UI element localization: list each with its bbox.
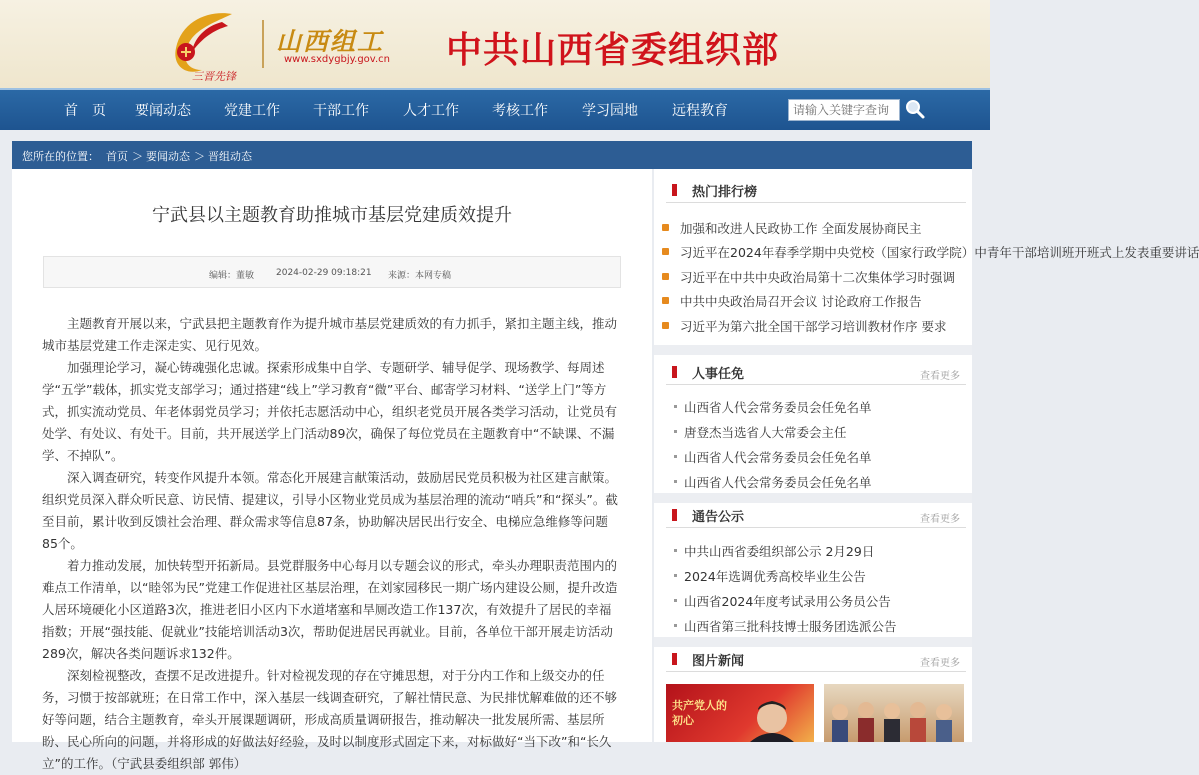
photo-news-thumbnail[interactable] [824, 684, 964, 742]
breadcrumb-sep: ＞ [132, 150, 143, 163]
section-marker [672, 184, 677, 196]
breadcrumb-sep: ＞ [194, 150, 205, 163]
bullet-icon [674, 480, 677, 483]
notices-header [666, 502, 966, 528]
article-body [42, 313, 620, 775]
site-name[interactable]: 山西组工 [276, 27, 385, 56]
bullet-icon [674, 430, 677, 433]
article-paragraph: 深入调查研究，转变作风提升本领。常态化开展建言献策活动，鼓励居民党员积极为社区建言献策。组织党员深入群众听民意、访民情、提建议，引导小区物业党员成为基层治理的流动“哨兵”和“探头”。截至目前，累计收到反馈社会治理、群众需求等信息87条，协助解决居民出行安全、电梯应急维修等问题85个。 [42, 470, 618, 551]
article-meta [43, 256, 621, 288]
hot-item[interactable]: 习近平为第六批全国干部学习培训教材作序 要求 [662, 316, 962, 336]
main-nav [0, 88, 990, 130]
section-gap [654, 345, 972, 355]
hot-item[interactable]: 中共中央政治局召开会议 讨论政府工作报告 [662, 291, 962, 311]
search-input[interactable] [788, 99, 900, 121]
list-bullet-icon [662, 273, 669, 280]
nav-home[interactable]: 首 页 [64, 103, 106, 119]
notices-more-link[interactable]: 查看更多 [920, 514, 960, 525]
photo-news-header [666, 646, 966, 672]
photo-caption: 共产党人的初心 [672, 699, 727, 727]
photo-image [824, 684, 964, 742]
nav-remote-education[interactable]: 远程教育 [672, 103, 728, 119]
article-source: 来源：本网专稿 [388, 271, 452, 281]
list-item[interactable]: 中共山西省委组织部公示 2月29日 [672, 541, 962, 561]
breadcrumb-prefix: 您所在的位置： [22, 150, 99, 163]
nav-news[interactable]: 要闻动态 [135, 103, 191, 119]
hot-item[interactable]: 习近平在中共中央政治局第十二次集体学习时强调 [662, 267, 962, 287]
list-item[interactable]: 山西省人代会常务委员会任免名单 [672, 472, 962, 492]
list-item[interactable]: 山西省人代会常务委员会任免名单 [672, 397, 962, 417]
list-bullet-icon [662, 224, 669, 231]
search-icon[interactable] [904, 98, 926, 120]
bullet-icon [674, 599, 677, 602]
article-paragraph: 着力推动发展，加快转型开拓新局。县党群服务中心每月以专题会议的形式，牵头办理职责范围内的难点工作清单，以“睦邻为民”党建工作促进社区基层治理，在刘家园移民一期广场内建设公厕，提升改造人居环境硬化小区道路3次，推进老旧小区内下水道堵塞和旱厕改造工作137次，有效提升了居民的幸福指数；开展“强技能、促就业”技能培训活动3次，帮助促进居民再就业。目前，各单位干部开展走访活动289次，解决各类问题诉求132件。 [42, 558, 618, 661]
nav-assessment[interactable]: 考核工作 [492, 103, 548, 119]
personnel-header [666, 359, 966, 385]
personnel-title: 人事任免 [692, 367, 745, 382]
org-title: 中共山西省委组织部 [446, 30, 780, 71]
list-item[interactable]: 山西省人代会常务委员会任免名单 [672, 447, 962, 467]
nav-talent-work[interactable]: 人才工作 [403, 103, 459, 119]
site-header [0, 0, 990, 88]
list-bullet-icon [662, 248, 669, 255]
list-item[interactable]: 2024年选调优秀高校毕业生公告 [672, 566, 962, 586]
hot-item[interactable]: 加强和改进人民政协工作 全面发展协商民主 [662, 218, 962, 238]
logo-divider [262, 20, 264, 68]
list-bullet-icon [662, 322, 669, 329]
site-url: www.sxdygbjy.gov.cn [284, 54, 390, 65]
article-paragraph: 加强理论学习，凝心铸魂强化忠诚。探索形成集中自学、专题研学、辅导促学、现场教学、每周述学“五学”载体，抓实党支部学习；通过搭建“线上”学习教育“微”平台、邮寄学习材料、“送学上门”等方式，抓实流动党员、年老体弱党员学习；并依托志愿活动中心，组织老党员开展各类学习活动，让党员有处学、有处议、有处干。目前，共开展送学上门活动89次，确保了每位党员在主题教育中“不缺课、不漏学、不掉队”。 [42, 360, 618, 463]
article-editor: 编辑：董敏 [209, 271, 255, 281]
nav-study[interactable]: 学习园地 [582, 103, 638, 119]
bullet-icon [674, 549, 677, 552]
list-item[interactable]: 唐登杰当选省人大常委会主任 [672, 422, 962, 442]
notices-title: 通告公示 [692, 510, 745, 525]
bullet-icon [674, 574, 677, 577]
section-marker [672, 653, 677, 665]
breadcrumb-news[interactable]: 要闻动态 [146, 150, 190, 163]
personnel-more-link[interactable]: 查看更多 [920, 371, 960, 382]
nav-cadre-work[interactable]: 干部工作 [313, 103, 369, 119]
bullet-icon [674, 624, 677, 627]
photo-news-more-link[interactable]: 查看更多 [920, 658, 960, 669]
list-bullet-icon [662, 297, 669, 304]
bullet-icon [674, 405, 677, 408]
breadcrumb [12, 141, 972, 169]
hot-ranking-title: 热门排行榜 [692, 185, 758, 200]
photo-news-thumbnail[interactable] [666, 684, 814, 742]
bullet-icon [674, 455, 677, 458]
right-sidebar [654, 169, 1199, 742]
article-paragraph: 主题教育开展以来，宁武县把主题教育作为提升城市基层党建质效的有力抓手，紧扣主题主线，推动城市基层党建工作走深走实、见行见效。 [42, 316, 618, 353]
logo-subtitle: 三晋先锋 [192, 70, 236, 83]
nav-party-building[interactable]: 党建工作 [224, 103, 280, 119]
breadcrumb-current[interactable]: 晋组动态 [208, 150, 252, 163]
section-marker [672, 366, 677, 378]
article-panel [12, 169, 652, 771]
hot-item[interactable]: 习近平在2024年春季学期中央党校（国家行政学院）中青年干部培训班开班式上发表重要讲话 [662, 242, 962, 262]
list-item[interactable]: 山西省第三批科技博士服务团选派公告 [672, 616, 962, 636]
breadcrumb-home[interactable]: 首页 [106, 150, 128, 163]
photo-news-title: 图片新闻 [692, 654, 745, 669]
article-paragraph: 深刻检视整改，查摆不足改进提升。针对检视发现的存在守摊思想，对于分内工作和上级交办的任务，习惯于按部就班；在日常工作中，深入基层一线调查研究，了解社情民意、为民排忧解难做的还不够好等问题，结合主题教育，牵头开展课题调研，形成高质量调研报告，推动解决一批发展所需、基层所盼、民心所向的问题，并将形成的好做法好经验，及时以制度形式固定下来，对标做好“当下改”和“长久立”的工作。（宁武县委组织部 郭伟） [42, 668, 618, 771]
article-title: 宁武县以主题教育助推城市基层党建质效提升 [152, 205, 512, 226]
section-marker [672, 509, 677, 521]
hot-ranking-header [666, 177, 966, 203]
article-datetime: 2024-02-29 09:18:21 [276, 268, 372, 278]
list-item[interactable]: 山西省2024年度考试录用公务员公告 [672, 591, 962, 611]
